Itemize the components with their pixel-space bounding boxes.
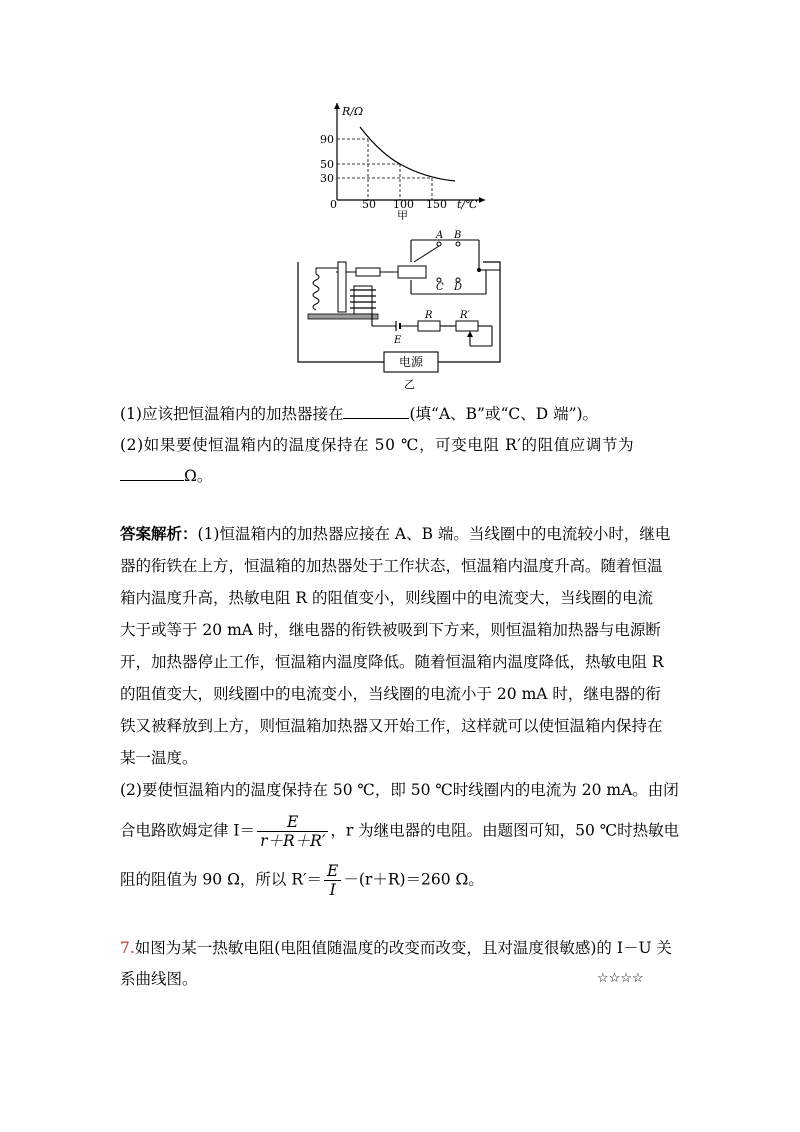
answer-line-3: 箱内温度升高，热敏电阻 R 的阻值变小，则线圈中的电流变大，当线圈的电流 — [120, 589, 654, 607]
answer-text-first: (1)恒温箱内的加热器应接在 A、B 端。当线圈中的电流较小时，继电 — [197, 525, 671, 543]
rt-chart — [320, 95, 490, 220]
rt-curve — [360, 127, 455, 181]
answer-line-6: 的阻值变大，则线圈中的电流变小，当线圈的电流小于 20 mA 时，继电器的衔 — [120, 685, 661, 703]
answer-p2-line-1: (2)要使恒温箱内的温度保持在 50 ℃，即 50 ℃时线圈内的电流为 20 mA。由闭 — [120, 781, 679, 799]
y-axis-label: R/Ω — [342, 105, 364, 118]
difficulty-stars: ☆☆☆☆ — [597, 971, 644, 986]
answer-line-2: 器的衔铁在上方，恒温箱的加热器处于工作状态，恒温箱内温度升高。随着恒温 — [120, 557, 663, 575]
label-r: R — [425, 310, 433, 321]
terminal-a — [437, 242, 441, 246]
question-7-line-2: 系曲线图。 — [120, 970, 198, 988]
label-r-prime: R′ — [460, 310, 470, 321]
ohm-law-post: ，r 为继电器的电阻。由题图可知，50 ℃时热敏电 — [330, 821, 680, 840]
label-b: B — [454, 230, 462, 241]
chart-caption: 甲 — [397, 209, 408, 220]
ohm-law-fraction — [257, 813, 328, 850]
answer-line-7: 铁又被释放到上方，则恒温箱加热器又开始工作，这样就可以使恒温箱内保持在 — [120, 717, 663, 735]
resistor-r-prime — [456, 321, 478, 331]
question-7-text-1: 如图为某一热敏电阻(电阻值随温度的改变而改变，且对温度很敏感)的 I－U 关 — [134, 939, 672, 957]
answer-line-8: 某一温度。 — [120, 749, 198, 767]
x-tick-0: 0 — [330, 198, 337, 211]
x-tick-150: 150 — [426, 198, 447, 211]
question-1 — [120, 403, 598, 425]
label-d: D — [454, 282, 463, 293]
q1-answer-blank[interactable] — [343, 418, 409, 419]
answer-line-5: 开，加热器停止工作，恒温箱内温度降低。随着恒温箱内温度降低，热敏电阻 R — [120, 653, 664, 671]
power-label: 电源 — [399, 355, 424, 369]
y-tick-90: 90 — [320, 133, 334, 146]
question-2-line-1: (2)如果要使恒温箱内的温度保持在 50 ℃，可变电阻 R′的阻值应调节为 — [120, 436, 635, 454]
label-c: C — [436, 282, 444, 293]
q2-text-post: Ω。 — [184, 467, 213, 485]
y-tick-30: 30 — [320, 172, 334, 185]
circuit-caption: 乙 — [404, 378, 415, 391]
result-denominator: I — [329, 881, 336, 899]
question-2-line-2 — [120, 465, 212, 487]
question-7-number: 7. — [120, 939, 135, 957]
label-a: A — [436, 230, 444, 241]
result-fraction — [324, 862, 341, 899]
result-pre: 阻的阻值为 90 Ω，所以 R′＝ — [120, 870, 323, 889]
result-post: －(r＋R)＝260 Ω。 — [343, 870, 484, 889]
q1-text-pre: (1)应该把恒温箱内的加热器接在 — [120, 405, 344, 423]
q2-answer-blank[interactable] — [120, 480, 184, 481]
x-tick-50: 50 — [362, 198, 376, 211]
result-numerator: E — [324, 862, 341, 881]
ohm-law-numerator: E — [257, 813, 328, 832]
answer-line-4: 大于或等于 20 mA 时，继电器的衔铁被吸到下方来，则恒温箱加热器与电源断 — [120, 621, 661, 639]
label-e: E — [394, 335, 402, 346]
ohm-law-pre: 合电路欧姆定律 I＝ — [120, 821, 256, 840]
answer-line-1 — [120, 523, 670, 545]
question-7-line-1 — [120, 937, 672, 959]
ohm-law-denominator: r＋R＋R′ — [260, 832, 326, 850]
q1-text-post: (填“A、B”或“C、D 端”)。 — [409, 405, 599, 423]
y-tick-50: 50 — [320, 158, 334, 171]
x-tick-100: 100 — [393, 198, 414, 211]
answer-p2-line-3 — [120, 862, 484, 899]
resistor-r — [418, 321, 440, 331]
circuit-diagram — [296, 222, 506, 392]
answer-label: 答案解析： — [120, 524, 198, 543]
x-axis-label: t/℃ — [457, 198, 478, 211]
answer-p2-line-2 — [120, 813, 679, 850]
terminal-b — [456, 242, 460, 246]
